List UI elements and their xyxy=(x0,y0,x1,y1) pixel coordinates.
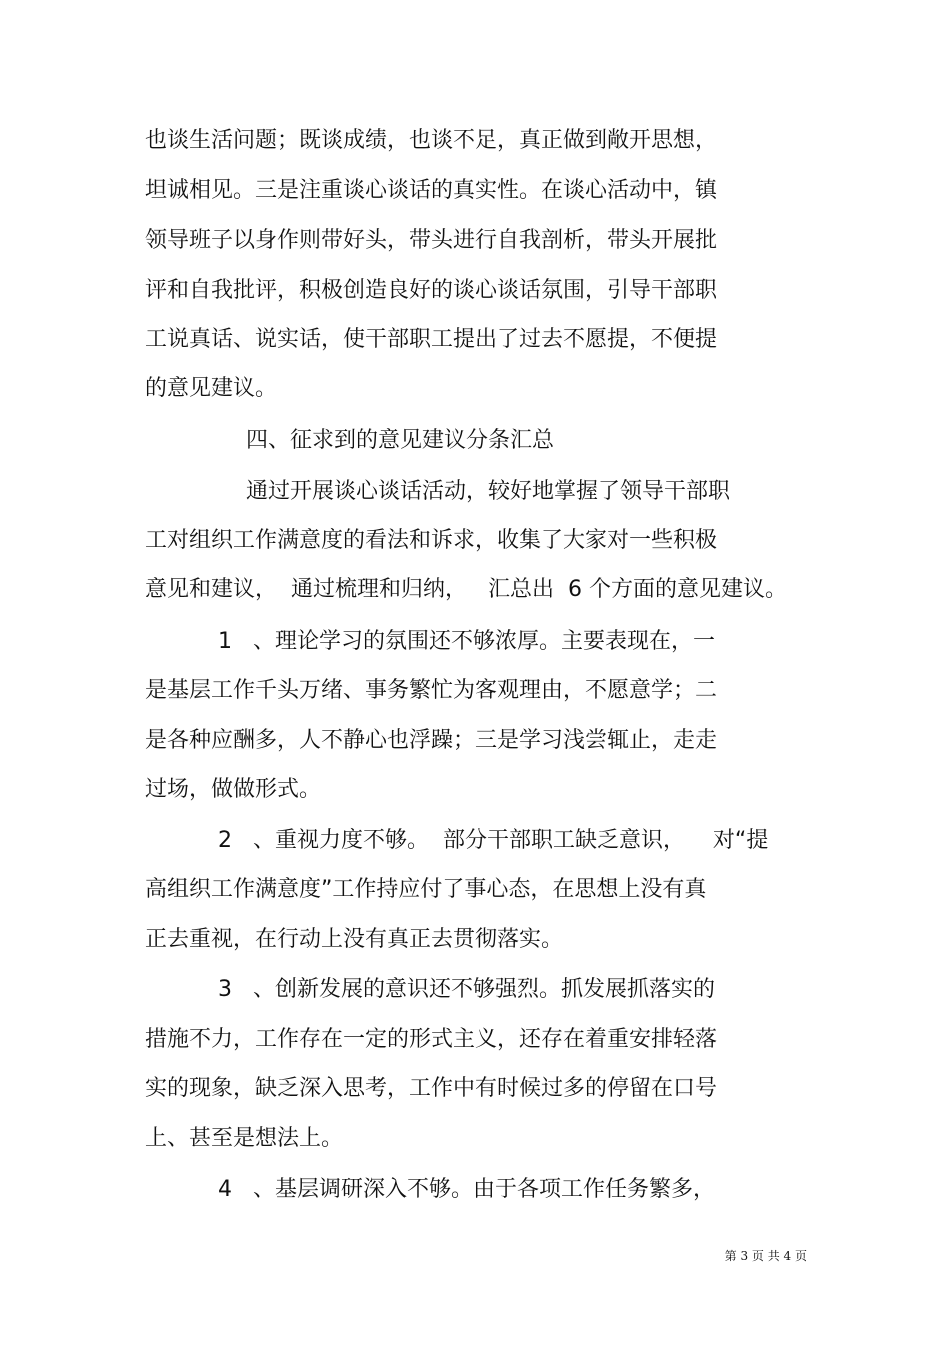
text-line: 通过开展谈心谈话活动，较好地掌握了领导干部职 xyxy=(246,479,731,504)
text-line: 领导班子以身作则带好头，带头进行自我剖析，带头开展批 xyxy=(145,228,718,253)
list-item: 1 、理论学习的氛围还不够浓厚。主要表现在，一 xyxy=(218,629,715,654)
list-item: 3 、创新发展的意识还不够强烈。抓发展抓落实的 xyxy=(218,977,715,1002)
text-line: 高组织工作满意度”工作持应付了事心态，在思想上没有真 xyxy=(145,877,707,902)
text-line: 意见和建议， 通过梳理和归纳， 汇总出 6 个方面的意见建议。 xyxy=(145,577,787,602)
text-line: 正去重视，在行动上没有真正去贯彻落实。 xyxy=(145,927,564,952)
text-line: 工说真话、说实话，使干部职工提出了过去不愿提，不便提 xyxy=(145,327,718,352)
text-line: 措施不力，工作存在一定的形式主义，还存在着重安排轻落 xyxy=(145,1027,718,1052)
text-line: 坦诚相见。三是注重谈心谈话的真实性。在谈心活动中，镇 xyxy=(145,178,718,203)
text-line: 实的现象，缺乏深入思考，工作中有时候过多的停留在口号 xyxy=(145,1076,718,1101)
list-item: 4 、基层调研深入不够。由于各项工作任务繁多， xyxy=(218,1177,715,1202)
text-line: 是基层工作千头万绪、事务繁忙为客观理由，不愿意学；二 xyxy=(145,678,718,703)
section-heading: 四、征求到的意见建议分条汇总 xyxy=(246,428,555,453)
text-line: 的意见建议。 xyxy=(145,376,278,401)
text-line: 也谈生活问题；既谈成绩，也谈不足，真正做到敞开思想， xyxy=(145,128,718,153)
text-line: 评和自我批评，积极创造良好的谈心谈话氛围，引导干部职 xyxy=(145,278,718,303)
list-item: 2 、重视力度不够。 部分干部职工缺乏意识， 对“提 xyxy=(218,828,769,853)
text-line: 是各种应酬多，人不静心也浮躁；三是学习浅尝辄止，走走 xyxy=(145,728,718,753)
page-number-footer: 第 3 页 共 4 页 xyxy=(724,1249,807,1263)
text-line: 上、甚至是想法上。 xyxy=(145,1126,344,1151)
text-line: 过场，做做形式。 xyxy=(145,777,322,802)
text-line: 工对组织工作满意度的看法和诉求，收集了大家对一些积极 xyxy=(145,528,718,553)
